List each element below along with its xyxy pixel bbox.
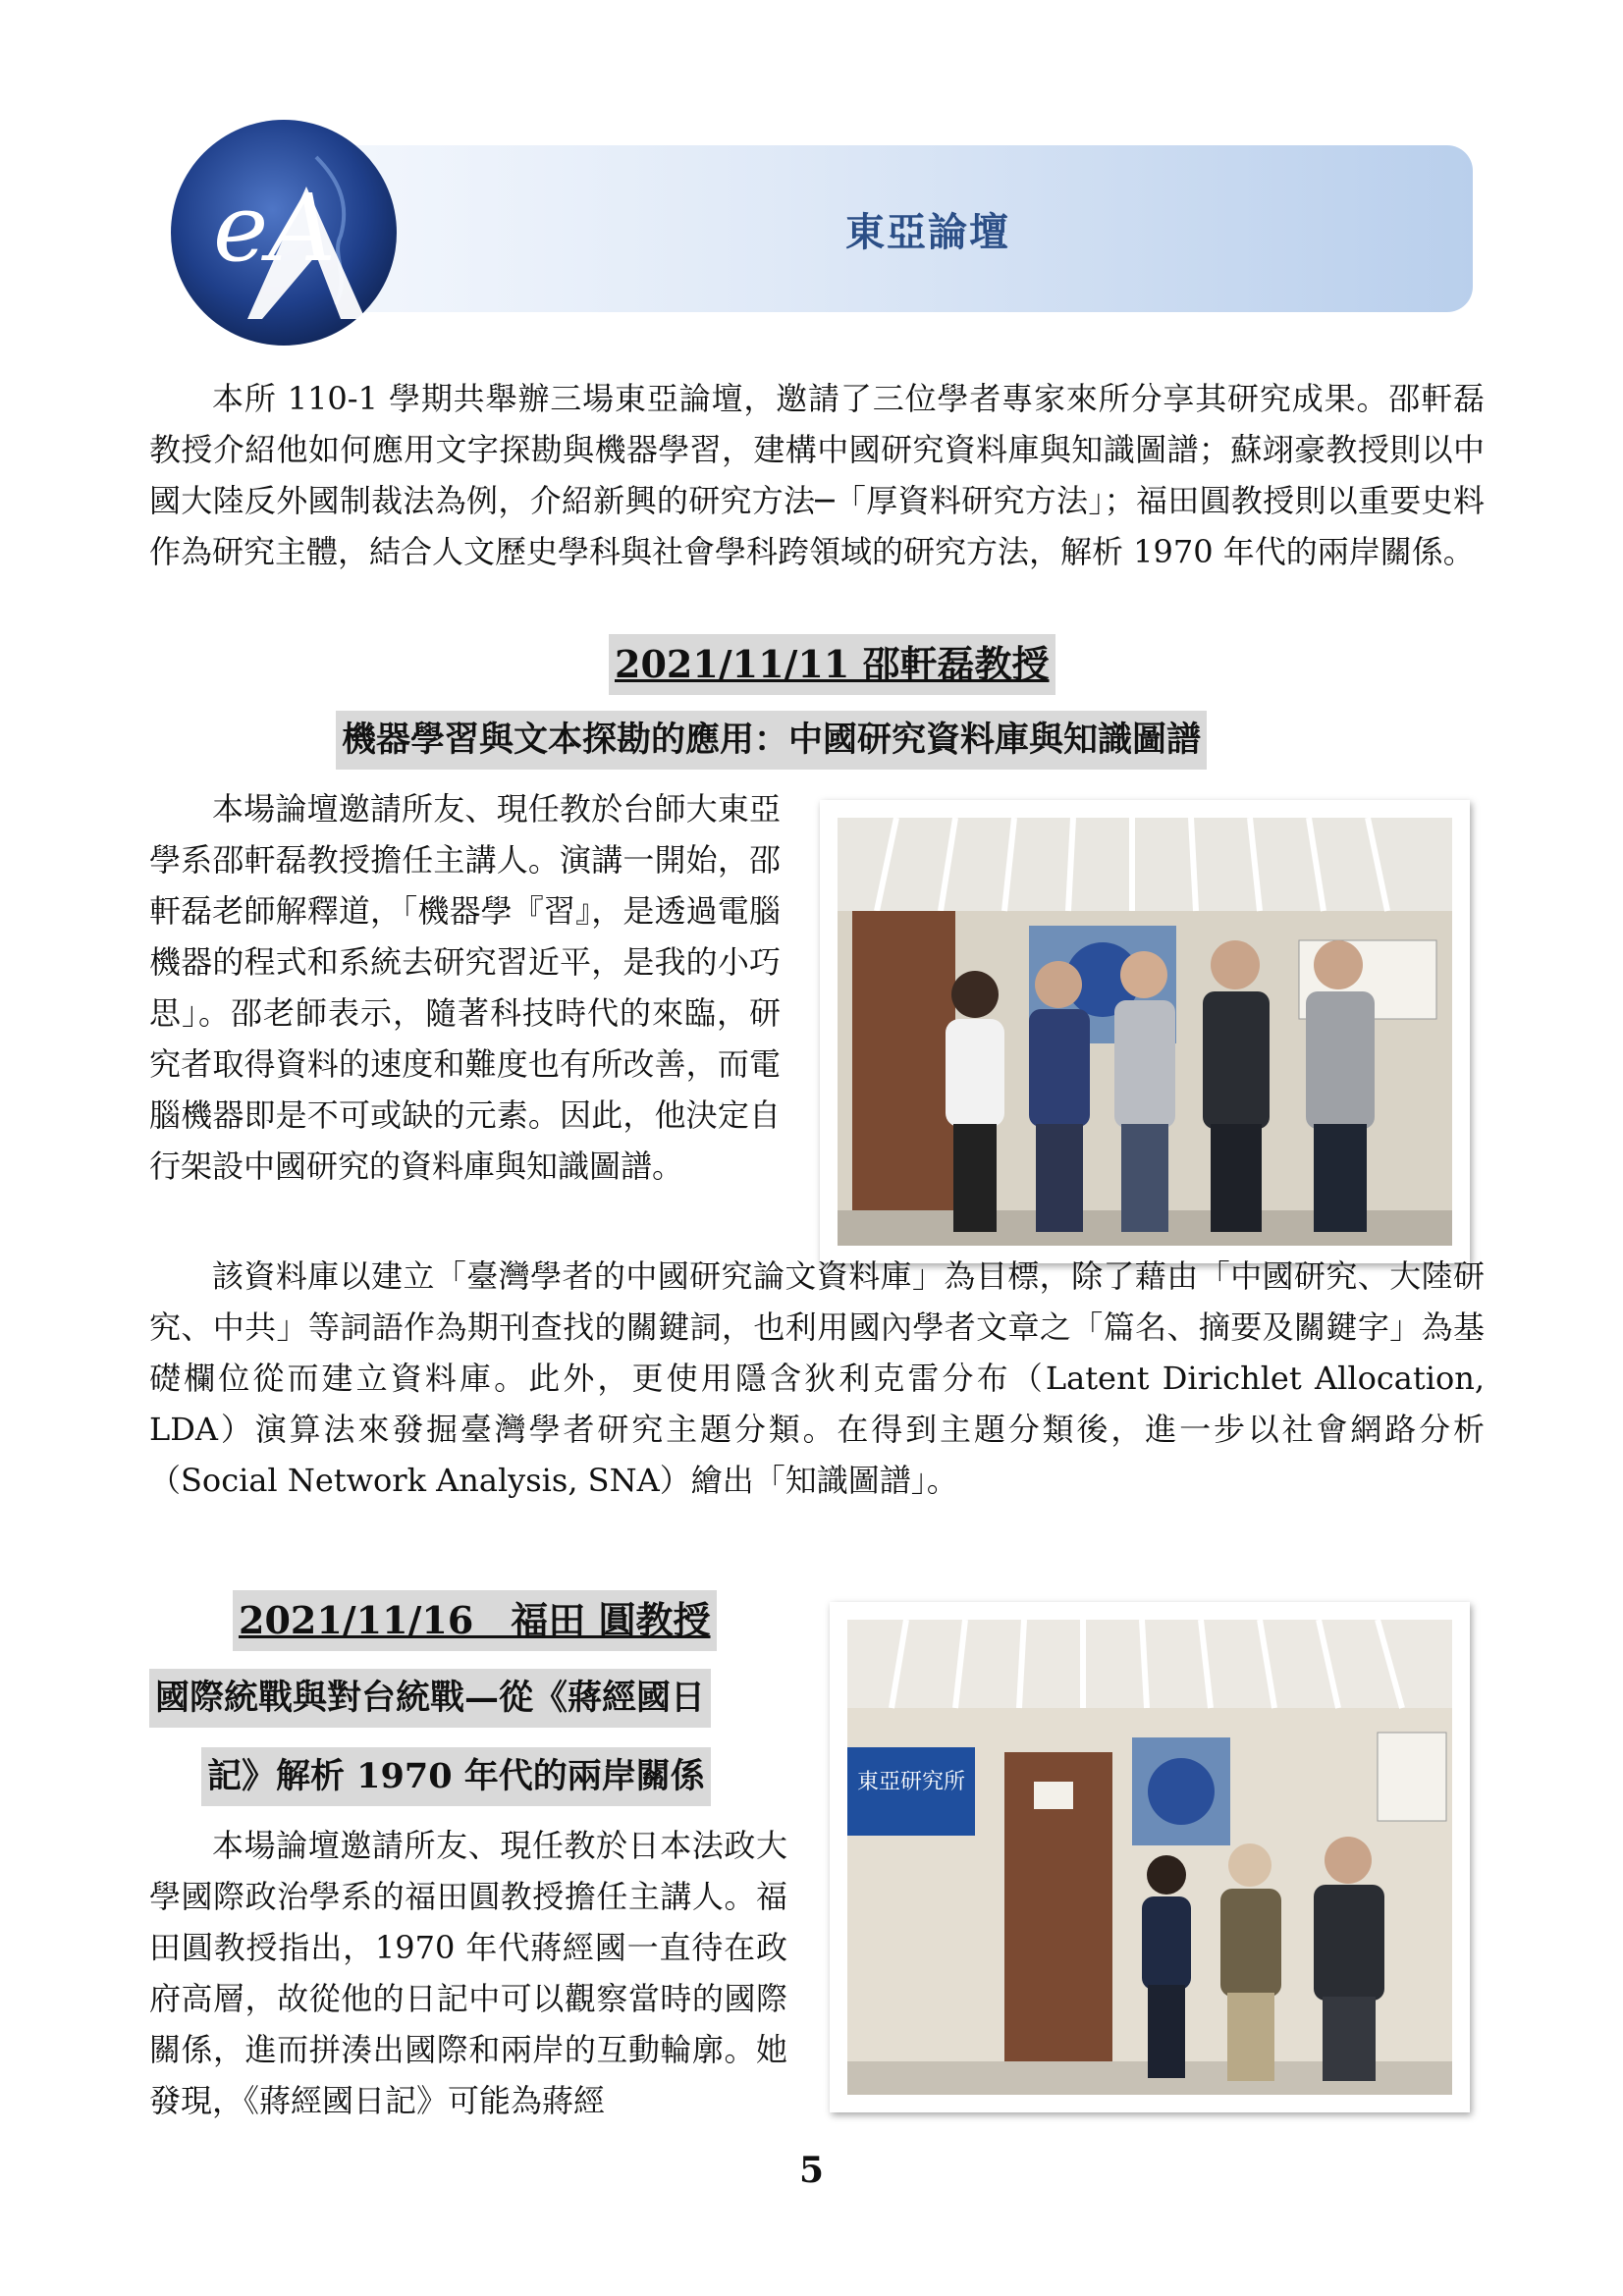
section1-group-photo	[820, 800, 1470, 1263]
section2-title-line1: 國際統戰與對台統戰—從《蔣經國日	[149, 1669, 711, 1728]
section1-paragraph1: 本場論壇邀請所友、現任教於台師大東亞學系邵軒磊教授擔任主講人。演講一開始，邵軒磊老師解釋道，「機器學『習』，是透過電腦機器的程式和系統去研究習近平，是我的小巧思」。邵老師表示，隨著科技時代的來臨，研究者取得資料的速度和難度也有所改善，而電腦機器即是不可或缺的元素。因此，他決定自行架設中國研究的資料庫與知識圖譜。	[149, 790, 781, 1185]
institute-logo	[169, 118, 400, 348]
photo2-sign-text: 東亞研究所	[857, 1770, 966, 1794]
logo-text: eA	[213, 175, 336, 283]
section2-paragraph1: 本場論壇邀請所友、現任教於日本法政大學國際政治學系的福田圓教授擔任主講人。福田圓教授指出，1970 年代蔣經國一直待在政府高層，故從他的日記中可以觀察當時的國際關係，進而拼湊出國際和兩岸的互動輪廓。她發現，《蔣經國日記》可能為蔣經	[149, 1827, 787, 2119]
section2-group-photo	[830, 1602, 1470, 2112]
photo1-image	[838, 818, 1452, 1246]
section1-date: 2021/11/11 邵軒磊教授	[609, 634, 1055, 695]
intro-paragraph: 本所 110-1 學期共舉辦三場東亞論壇，邀請了三位學者專家來所分享其研究成果。邵軒磊教授介紹他如何應用文字探勘與機器學習，建構中國研究資料庫與知識圖譜；蘇翊豪教授則以中國大陸反外國制裁法為例，介紹新興的研究方法─「厚資料研究方法」；福田圓教授則以重要史料作為研究主體，結合人文歷史學科與社會學科跨領域的研究方法，解析 1970 年代的兩岸關係。	[149, 380, 1485, 570]
header-banner	[324, 145, 1473, 312]
page-title: 東亞論壇	[845, 209, 1010, 255]
section2-date: 2021/11/16 福田 圓教授	[233, 1590, 717, 1651]
section1-paragraph2: 該資料庫以建立「臺灣學者的中國研究論文資料庫」為目標，除了藉由「中國研究、大陸研究、中共」等詞語作為期刊查找的關鍵詞，也利用國內學者文章之「篇名、摘要及關鍵字」為基礎欄位從而建立資料庫。此外，更使用隱含狄利克雷分布（Latent Dirichlet Allocation, LDA）演算法來發掘臺灣學者研究主題分類。在得到主題分類後，進一步以社會網路分析（Social Network Analysis, SNA）繪出「知識圖譜」。	[149, 1257, 1485, 1499]
page-number: 5	[798, 2150, 825, 2191]
section1-title: 機器學習與文本探勘的應用：中國研究資料庫與知識圖譜	[336, 711, 1207, 770]
section2-title-line2: 記》解析 1970 年代的兩岸關係	[201, 1747, 711, 1806]
photo2-image	[847, 1620, 1452, 2095]
